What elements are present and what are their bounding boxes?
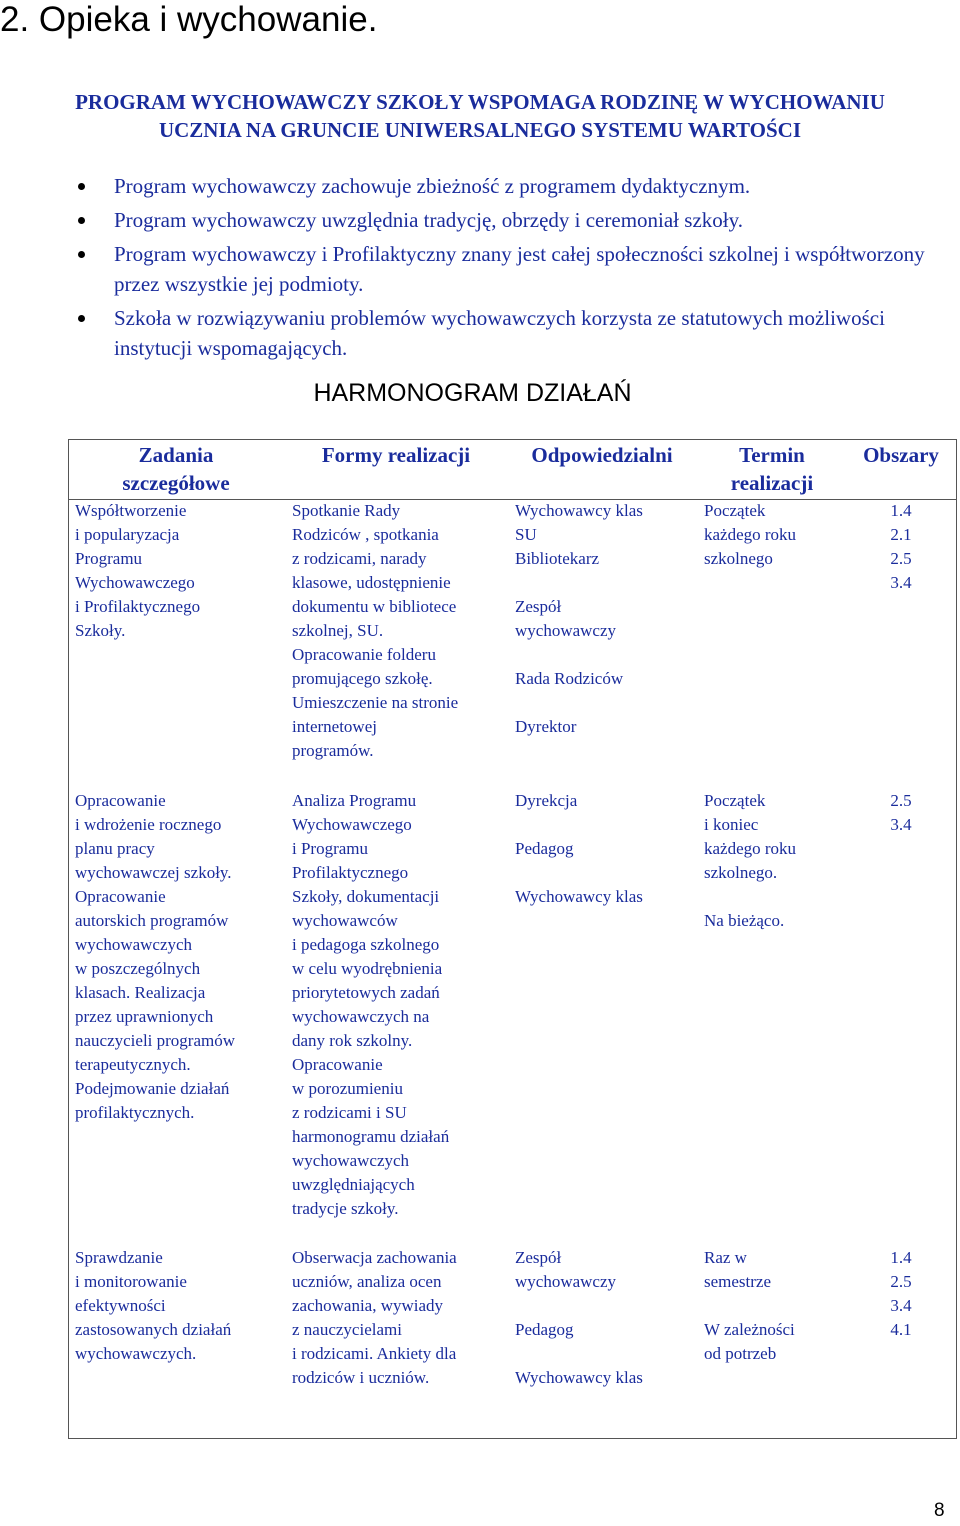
cell-zadania [75,499,200,643]
cell-line: z nauczycielami [292,1320,402,1339]
cell-obszary [848,1246,954,1342]
cell-line: wychowawczej szkoły. [75,863,232,882]
page-number: 8 [934,1500,945,1521]
list-item: Program wychowawczy uwzględnia tradycję, obrzędy i ceremoniał szkoły. [78,205,938,235]
cell-line: szkolnej, SU. [292,621,384,640]
cell-line: 3.4 [890,815,912,834]
cell-line: Zespół [515,1248,562,1267]
cell-line: Formy realizacji [321,443,471,467]
list-item: Program wychowawczy i Profilaktyczny znany jest całej społeczności szkolnej i współtworzony przez wszystkie jej podmioty. [78,239,938,299]
cell-line: i pedagoga szkolnego [292,935,440,954]
cell-line: Sprawdzanie [75,1248,163,1267]
cell-line [515,813,643,837]
bullet-icon [78,315,85,322]
program-title-line-2: UCZNIA NA GRUNCIE UNIWERSALNEGO SYSTEMU WARTOŚCI [158,118,802,142]
cell-line: przez uprawnionych [75,1007,214,1026]
cell-line: Odpowiedzialni [531,443,673,467]
cell-line: 1.4 [890,501,912,520]
cell-line: Rada Rodziców [515,669,624,688]
cell-line: Termin [739,443,805,467]
cell-line: Szkoły, dokumentacji [292,887,440,906]
cell-line: klasach. Realizacja [75,983,206,1002]
cell-line: i wdrożenie rocznego [75,815,222,834]
cell-line: Zadania [138,443,214,467]
program-title-line-1: PROGRAM WYCHOWAWCZY SZKOŁY WSPOMAGA RODZINĘ W WYCHOWANIU [75,90,885,114]
cell-zadania [75,789,235,1125]
principles-list [78,171,938,363]
header-divider [68,499,957,500]
cell-zadania [75,1246,231,1366]
cell-line: wychowawczych. [75,1344,197,1363]
cell-line: 2.1 [890,525,912,544]
cell-line: uczniów, analiza ocen [292,1272,442,1291]
cell-line: SU [515,525,537,544]
cell-line: internetowej [292,717,377,736]
cell-line: 2.5 [890,791,912,810]
cell-line: i rodzicami. Ankiety dla [292,1344,457,1363]
cell-line [515,643,643,667]
cell-line: Pedagog [515,1320,574,1339]
cell-line: wychowawczych na [292,1007,430,1026]
cell-line: 3.4 [890,1296,912,1315]
cell-line: uwzględniających [292,1175,415,1194]
cell-line: zastosowanych działań [75,1320,232,1339]
cell-line [515,691,643,715]
cell-line: Wychowawcy klas [515,1368,643,1387]
cell-line: Wychowawczego [75,573,195,592]
header-odpowiedzialni [508,441,696,469]
cell-line: Współtworzenie [75,501,187,520]
header-zadania [68,441,284,497]
cell-line: klasowe, udostępnienie [292,573,451,592]
cell-line: Pedagog [515,839,574,858]
cell-line: szkolnego [704,549,773,568]
cell-line: rodziców i uczniów. [292,1368,430,1387]
cell-line: efektywności [75,1296,166,1315]
cell-line: Analiza Programu [292,791,417,810]
cell-line: szkolnego. [704,863,778,882]
cell-line: W zależności [704,1320,795,1339]
cell-line: Wychowawczego [292,815,412,834]
cell-line: Opracowanie [75,791,166,810]
cell-line: i Programu [292,839,369,858]
cell-line: każdego roku [704,525,797,544]
cell-line: dokumentu w bibliotece [292,597,457,616]
cell-line: Obserwacja zachowania [292,1248,457,1267]
cell-formy [292,499,458,763]
cell-line: 2.5 [890,1272,912,1291]
cell-odpowiedzialni [515,499,643,739]
cell-line: tradycje szkoły. [292,1199,399,1218]
cell-obszary [848,499,954,595]
cell-line: Dyrekcja [515,791,578,810]
harmonogram-title: HARMONOGRAM DZIAŁAŃ [313,379,632,407]
cell-line: i monitorowanie [75,1272,187,1291]
cell-line [515,1342,643,1366]
cell-line: Zespół [515,597,562,616]
list-item: Szkoła w rozwiązywaniu problemów wychowawczych korzysta ze statutowych możliwości instytucji wspomagających. [78,303,938,363]
cell-termin [704,789,796,933]
cell-line: od potrzeb [704,1344,777,1363]
cell-formy [292,789,449,1221]
cell-line: wychowawców [292,911,398,930]
cell-line: Profilaktycznego [292,863,409,882]
cell-line: planu pracy [75,839,155,858]
cell-line [704,1294,795,1318]
cell-odpowiedzialni [515,1246,643,1390]
cell-formy [292,1246,457,1390]
cell-line: wychowawczy [515,621,617,640]
cell-line: priorytetowych zadań [292,983,440,1002]
cell-line: Spotkanie Rady [292,501,401,520]
header-obszary [848,441,954,469]
cell-line: wychowawczy [515,1272,617,1291]
cell-line: autorskich programów [75,911,229,930]
cell-line: Szkoły. [75,621,126,640]
cell-line [515,861,643,885]
cell-line: szczegółowe [122,471,230,495]
cell-line: Opracowanie folderu [292,645,436,664]
cell-line: Wychowawcy klas [515,501,643,520]
cell-line: 2.5 [890,549,912,568]
cell-line: Obszary [863,443,939,467]
cell-line: i Profilaktycznego [75,597,201,616]
cell-line: wychowawczych [292,1151,410,1170]
cell-line: w porozumieniu [292,1079,403,1098]
cell-line: programów. [292,741,374,760]
cell-line: Początek [704,501,766,520]
cell-line: dany rok szkolny. [292,1031,413,1050]
bullet-icon [78,217,85,224]
cell-line: każdego roku [704,839,797,858]
cell-line: Umieszczenie na stronie [292,693,459,712]
cell-line [704,885,796,909]
bullet-icon [78,251,85,258]
cell-termin [704,499,796,571]
cell-line: terapeutycznych. [75,1055,191,1074]
cell-line: nauczycieli programów [75,1031,236,1050]
cell-line: 4.1 [890,1320,912,1339]
cell-line: promującego szkołę. [292,669,433,688]
cell-line: Wychowawcy klas [515,887,643,906]
cell-line: harmonogramu działań [292,1127,450,1146]
cell-line: i popularyzacja [75,525,180,544]
cell-line: Opracowanie [75,887,166,906]
cell-line: realizacji [730,471,814,495]
header-formy [284,441,508,469]
cell-line: 1.4 [890,1248,912,1267]
bullet-icon [78,183,85,190]
cell-line: w poszczególnych [75,959,201,978]
cell-line: Opracowanie [292,1055,383,1074]
cell-line: profilaktycznych. [75,1103,195,1122]
cell-line: w celu wyodrębnienia [292,959,443,978]
cell-line: Programu [75,549,143,568]
cell-line: i koniec [704,815,759,834]
cell-line: Raz w [704,1248,747,1267]
cell-odpowiedzialni [515,789,643,909]
cell-line: Dyrektor [515,717,577,736]
cell-line: Na bieżąco. [704,911,785,930]
cell-line: zachowania, wywiady [292,1296,444,1315]
cell-obszary [848,789,954,837]
cell-line: Podejmowanie działań [75,1079,230,1098]
section-heading: 2. Opieka i wychowanie. [0,0,378,39]
header-termin [696,441,848,497]
cell-line [515,1294,643,1318]
cell-termin [704,1246,795,1366]
cell-line: z rodzicami i SU [292,1103,407,1122]
cell-line: 3.4 [890,573,912,592]
list-item: Program wychowawczy zachowuje zbieżność z programem dydaktycznym. [78,171,938,201]
cell-line: Początek [704,791,766,810]
cell-line: Bibliotekarz [515,549,600,568]
cell-line [515,571,643,595]
cell-line: Rodziców , spotkania [292,525,439,544]
cell-line: semestrze [704,1272,772,1291]
cell-line: wychowawczych [75,935,193,954]
cell-line: z rodzicami, narady [292,549,427,568]
schedule-table [68,439,957,1439]
